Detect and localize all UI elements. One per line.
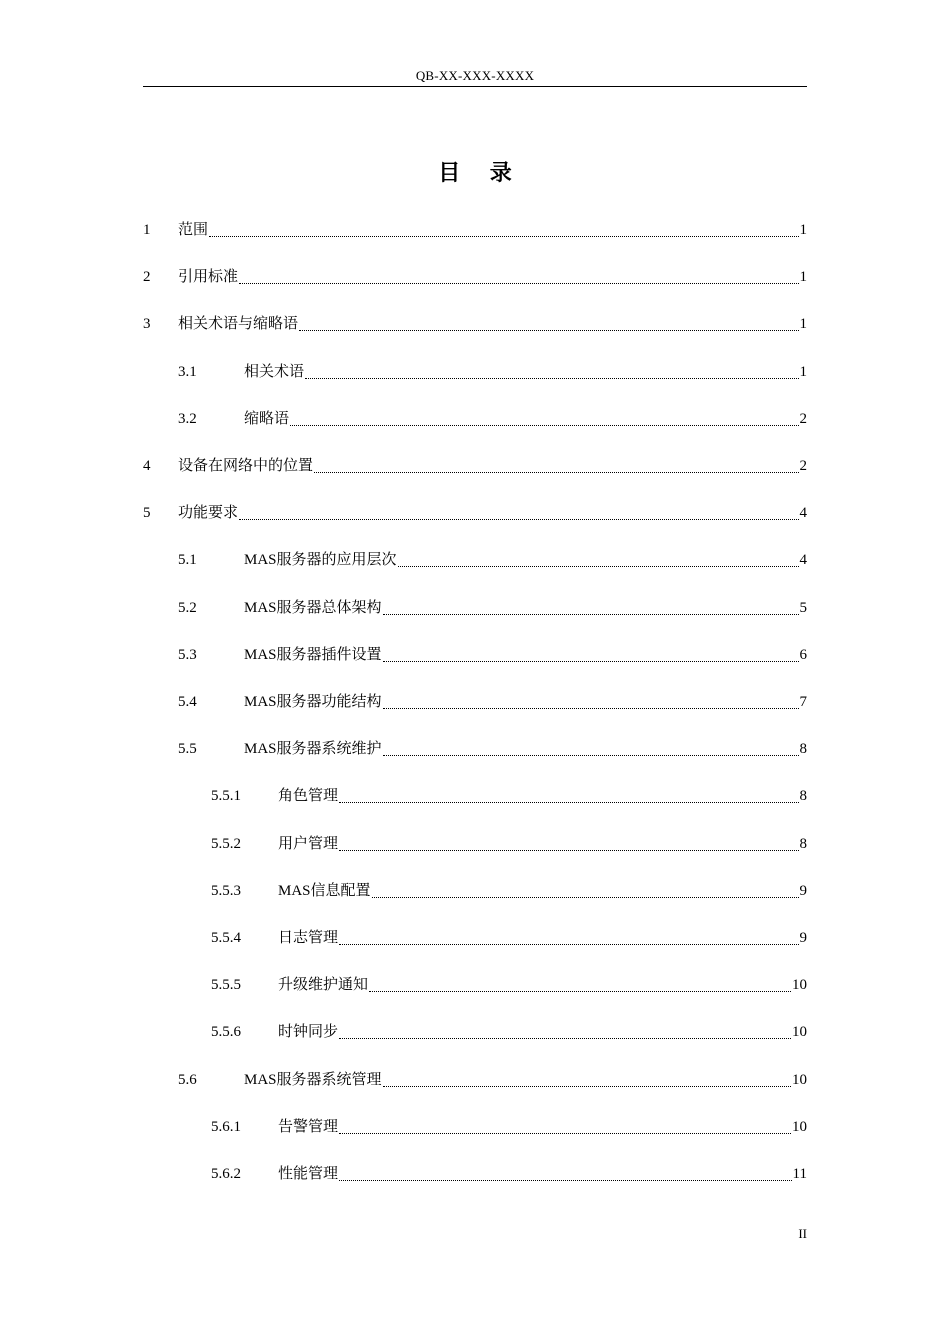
toc-entry-page: 10 (792, 1071, 807, 1088)
toc-entry-body (278, 1115, 807, 1139)
toc-dot-leader (299, 312, 798, 336)
toc-entry[interactable] (143, 1162, 807, 1186)
toc-entry-number: 5.4 (178, 694, 197, 710)
toc-entry-body (178, 265, 807, 289)
toc-entry-page: 7 (799, 694, 807, 710)
toc-entry-body (244, 407, 807, 431)
toc-entry-label: 升级维护通知 (278, 973, 368, 997)
page-number: II (798, 1226, 807, 1241)
toc-dot-leader (339, 1162, 792, 1186)
toc-entry-page: 9 (799, 882, 807, 899)
toc-entry-number: 5.5.6 (211, 1024, 241, 1041)
toc-entry-number: 5.5.5 (211, 977, 241, 994)
toc-entry-body (244, 596, 807, 620)
toc-entry-label: 缩略语 (244, 407, 289, 431)
toc-entry-body (278, 784, 807, 808)
toc-entry-number: 5.6 (178, 1071, 197, 1088)
toc-entry-body (244, 360, 807, 384)
toc-entry-body (278, 1020, 807, 1044)
toc-dot-leader (239, 265, 798, 289)
toc-entry[interactable] (143, 1115, 807, 1139)
toc-entry-page: 10 (792, 977, 807, 994)
toc-entry[interactable] (143, 218, 807, 242)
toc-entry[interactable] (143, 360, 807, 384)
toc-entry-label: 设备在网络中的位置 (178, 454, 313, 478)
toc-entry-page: 4 (799, 505, 807, 522)
toc-entry-label: MAS服务器系统管理 (244, 1068, 382, 1092)
toc-dot-leader (339, 926, 798, 950)
toc-entry-body (244, 690, 807, 714)
toc-entry-body (178, 501, 807, 525)
toc-entry-label: 引用标准 (178, 265, 238, 289)
toc-dot-leader (314, 454, 798, 478)
toc-entry-label: MAS服务器插件设置 (244, 643, 382, 667)
toc-entry-label: 相关术语 (244, 360, 304, 384)
toc-entry-number: 3 (143, 316, 151, 333)
toc-entry-body (278, 973, 807, 997)
toc-dot-leader (339, 1115, 791, 1139)
toc-entry-body (278, 1162, 807, 1186)
toc-entry-number: 1 (143, 222, 151, 238)
toc-entry-label: MAS服务器的应用层次 (244, 548, 397, 572)
toc-entry-number: 3.1 (178, 363, 197, 380)
toc-dot-leader (383, 1068, 791, 1092)
toc-entry-page: 10 (792, 1118, 807, 1135)
toc-entry-page: 8 (799, 741, 807, 758)
toc-dot-leader (369, 973, 791, 997)
toc-entry-page: 10 (792, 1024, 807, 1041)
page-header-doc-code: QB-XX-XXX-XXXX (415, 68, 535, 83)
toc-entry[interactable] (143, 973, 807, 997)
toc-entry[interactable] (143, 454, 807, 478)
toc-title: 目 录 (438, 160, 524, 185)
toc-entry-number: 5.6.2 (211, 1166, 241, 1182)
toc-entry[interactable] (143, 737, 807, 761)
toc-entry-page: 4 (799, 552, 807, 569)
toc-entry-body (244, 548, 807, 572)
toc-entry[interactable] (143, 312, 807, 336)
toc-entry-label: 时钟同步 (278, 1020, 338, 1044)
toc-entry-body (278, 879, 807, 903)
toc-entry-number: 5.2 (178, 599, 197, 616)
toc-dot-leader (305, 360, 798, 384)
toc-dot-leader (372, 879, 799, 903)
toc-entry-page: 8 (799, 788, 807, 805)
toc-entry-label: 角色管理 (278, 784, 338, 808)
toc-dot-leader (239, 501, 798, 525)
toc-entry-body (244, 737, 807, 761)
toc-entry-body (278, 926, 807, 950)
toc-entry-label: 日志管理 (278, 926, 338, 950)
toc-entry-body (178, 454, 807, 478)
toc-entry-label: 范围 (178, 218, 208, 242)
toc-entry[interactable] (143, 1020, 807, 1044)
toc-entry-page: 11 (792, 1166, 807, 1182)
toc-entry-page: 1 (799, 316, 807, 333)
toc-entry-number: 5.5.2 (211, 835, 241, 852)
toc-entry-body (278, 832, 807, 856)
toc-entry-number: 5.5 (178, 741, 197, 758)
toc-dot-leader (383, 690, 799, 714)
toc-entry-page: 1 (799, 363, 807, 380)
toc-entry-number: 5.5.1 (211, 788, 241, 805)
toc-entry-body (244, 643, 807, 667)
toc-entry-number: 5 (143, 505, 151, 522)
toc-entry-number: 2 (143, 269, 151, 286)
toc-entry-page: 1 (799, 222, 807, 238)
toc-entry-label: 相关术语与缩略语 (178, 312, 298, 336)
toc-entry[interactable] (143, 926, 807, 950)
toc-entry-page: 9 (799, 930, 807, 946)
toc-entry-label: MAS服务器系统维护 (244, 737, 382, 761)
toc-entry-page: 2 (799, 410, 807, 427)
toc-entry[interactable] (143, 1068, 807, 1092)
toc-dot-leader (209, 218, 798, 242)
toc-entry-number: 5.5.4 (211, 930, 241, 946)
toc-entry-body (178, 312, 807, 336)
toc-entry-body (178, 218, 807, 242)
toc-entry-label: 功能要求 (178, 501, 238, 525)
header-divider (143, 86, 807, 87)
toc-entry-label: 用户管理 (278, 832, 338, 856)
toc-entry-label: MAS服务器总体架构 (244, 596, 382, 620)
toc-entry[interactable] (143, 690, 807, 714)
toc-entry-page: 6 (799, 646, 807, 663)
toc-entry[interactable] (143, 407, 807, 431)
toc-dot-leader (339, 784, 798, 808)
toc-dot-leader (383, 643, 799, 667)
toc-entry[interactable] (143, 643, 807, 667)
toc-entry-label: 性能管理 (278, 1162, 338, 1186)
toc-entry-page: 8 (799, 835, 807, 852)
toc-entry-page: 1 (799, 269, 807, 286)
toc-entry[interactable] (143, 832, 807, 856)
toc-entry-number: 3.2 (178, 410, 197, 427)
toc-entry[interactable] (143, 879, 807, 903)
toc-entry-number: 5.5.3 (211, 882, 241, 899)
toc-entry-page: 5 (799, 599, 807, 616)
toc-entry[interactable] (143, 784, 807, 808)
toc-entry-page: 2 (799, 458, 807, 474)
toc-dot-leader (339, 832, 798, 856)
toc-entry-label: MAS服务器功能结构 (244, 690, 382, 714)
toc-dot-leader (398, 548, 799, 572)
toc-entry-number: 4 (143, 458, 151, 474)
toc-dot-leader (339, 1020, 791, 1044)
toc-dot-leader (383, 596, 799, 620)
toc-entry-number: 5.3 (178, 646, 197, 663)
toc-dot-leader (290, 407, 798, 431)
toc-entry[interactable] (143, 548, 807, 572)
toc-entry-number: 5.1 (178, 552, 197, 569)
toc-entry-label: 告警管理 (278, 1115, 338, 1139)
toc-entry-body (244, 1068, 807, 1092)
toc-entry[interactable] (143, 501, 807, 525)
toc-entry[interactable] (143, 596, 807, 620)
toc-dot-leader (383, 737, 799, 761)
toc-entry-number: 5.6.1 (211, 1118, 241, 1135)
toc-entry-label: MAS信息配置 (278, 879, 371, 903)
toc-entry[interactable] (143, 265, 807, 289)
